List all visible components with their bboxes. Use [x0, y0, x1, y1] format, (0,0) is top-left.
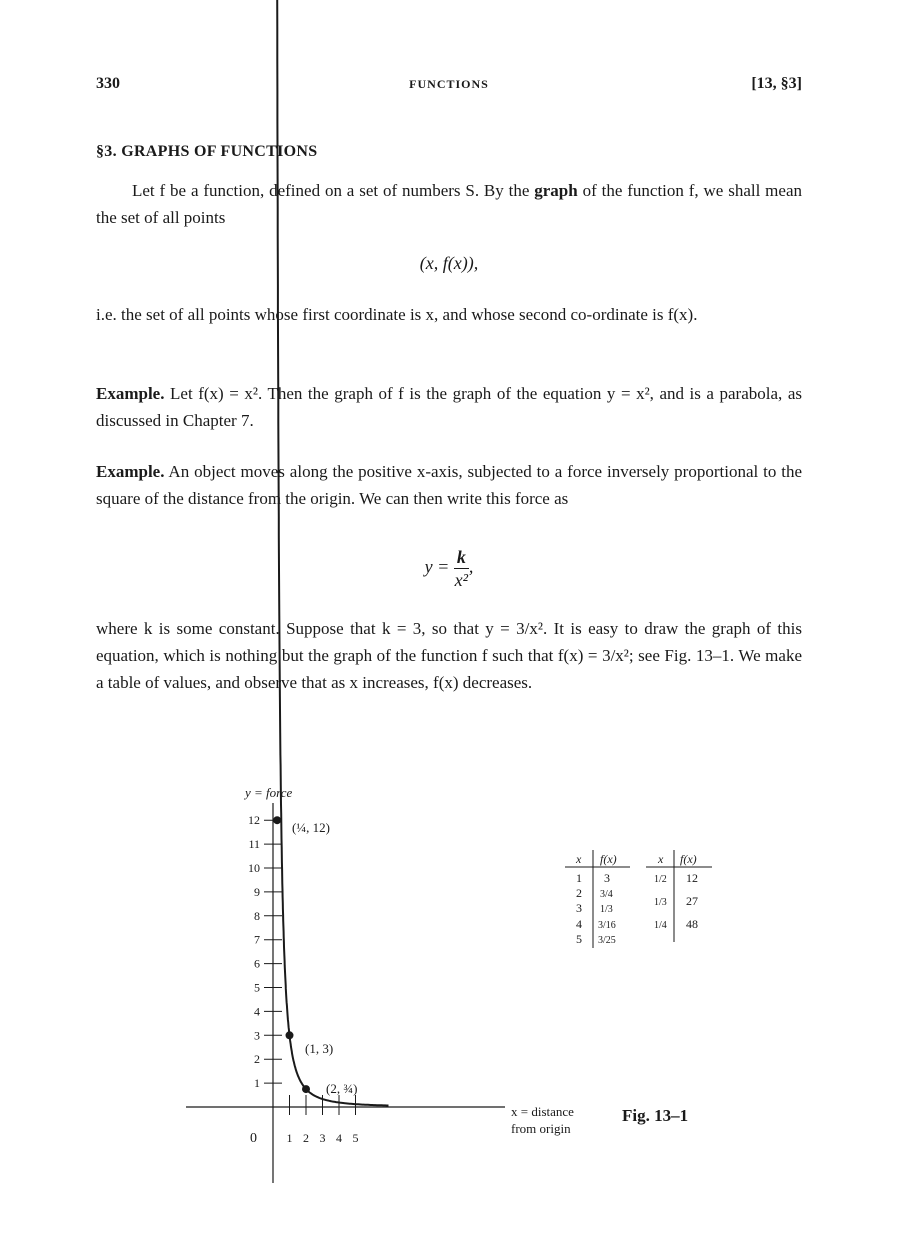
table-cell: 3/4 [600, 889, 613, 900]
section-title: §3. GRAPHS OF FUNCTIONS [96, 143, 318, 160]
y-tick-label: 6 [254, 956, 260, 971]
table-cell: 1/4 [654, 920, 667, 931]
y-tick-label: 8 [254, 908, 260, 923]
x-tick-label: 5 [352, 1131, 359, 1145]
example-text: An object moves along the positive x-axis, subjected to a force inversely proportional to the square of the distance from the origin. We can then write this force as [96, 462, 802, 508]
fraction-numerator: k [454, 546, 469, 569]
origin-label: 0 [250, 1131, 257, 1146]
table-cell: 4 [576, 917, 582, 931]
x-axis-label-line1: x = distance [511, 1104, 574, 1119]
table-cell: 27 [686, 894, 698, 908]
table-cell: 48 [686, 917, 698, 931]
table-cell: 1 [576, 871, 582, 885]
table-cell: 1/3 [654, 897, 667, 908]
x-tick-label: 3 [319, 1131, 326, 1145]
y-tick-label: 5 [254, 980, 260, 995]
table-cell: 12 [686, 871, 698, 885]
x-axis-label-line2: from origin [511, 1121, 571, 1136]
page-number: 330 [96, 75, 120, 92]
y-tick-label: 12 [248, 813, 260, 828]
table-cell: 1/2 [654, 874, 667, 885]
equation-point-pair: (x, f(x)), [419, 253, 479, 273]
y-tick-label: 11 [248, 837, 260, 852]
table-header-x: x [658, 852, 664, 866]
point-label-1-3: (1, 3) [305, 1041, 334, 1056]
table-header-fx: f(x) [680, 852, 697, 866]
figure-caption: Fig. 13–1 [622, 1106, 689, 1125]
para1-post: of the function f, we shall mean the set of all points [96, 181, 802, 227]
table-header-x: x [576, 852, 582, 866]
example-label: Example. [96, 462, 165, 481]
para1-pre: Let f be a function, defined on a set of numbers S. By the [132, 181, 535, 200]
y-tick-label: 3 [254, 1028, 260, 1043]
table-cell: 2 [576, 886, 582, 900]
table-cell: 3/16 [598, 920, 616, 931]
table-header-fx: f(x) [600, 852, 617, 866]
data-point [302, 1085, 310, 1093]
data-point [286, 1031, 294, 1039]
y-axis-label: y = force [245, 785, 293, 800]
y-tick-label: 7 [254, 932, 260, 947]
y-tick-label: 2 [254, 1052, 260, 1067]
curve-3-over-x-squared [277, 0, 388, 1105]
y-tick-label: 1 [254, 1076, 260, 1091]
eq-lhs: y = [424, 556, 450, 577]
axes [186, 803, 505, 1183]
example-label: Example. [96, 384, 165, 403]
point-label-2-three-quarters: (2, ¾) [326, 1081, 358, 1096]
point-label-quarter-12: (¼, 12) [292, 820, 330, 835]
section-ref: [13, §3] [751, 75, 802, 92]
x-tick-label: 2 [303, 1131, 309, 1145]
table-cell: 3/25 [598, 935, 616, 946]
term-graph: graph [534, 181, 578, 200]
table-cell: 3 [576, 901, 582, 915]
values-table [565, 850, 712, 948]
y-tick-label: 4 [254, 1004, 260, 1019]
table-cell: 1/3 [600, 904, 613, 915]
eq-tail: , [468, 556, 474, 577]
y-tick-label: 10 [248, 861, 260, 875]
table-cell: 5 [576, 932, 582, 946]
chapter-title: FUNCTIONS [409, 77, 489, 91]
y-tick-label: 9 [254, 884, 260, 899]
paragraph-table-intro: where k is some constant. Suppose that k = 3, so that y = 3/x². It is easy to draw the graph of this equation, which is nothing but the graph of the function f such that f(x) = 3/x²; see Fig. 13–1. We make a table of values, and observe that as x increases, f(x) decreases. [96, 619, 802, 692]
fraction-denominator: x² [454, 570, 468, 590]
x-tick-label: 1 [286, 1131, 293, 1145]
x-tick-label: 4 [336, 1131, 342, 1145]
example-text: Let f(x) = x². Then the graph of f is the graph of the equation y = x², and is a parabola, as discussed in Chapter 7. [96, 384, 802, 430]
table-cell: 3 [604, 871, 610, 885]
paragraph-coordinates: i.e. the set of all points whose first coordinate is x, and whose second co-ordinate is f(x). [96, 305, 698, 324]
data-point [273, 816, 281, 824]
